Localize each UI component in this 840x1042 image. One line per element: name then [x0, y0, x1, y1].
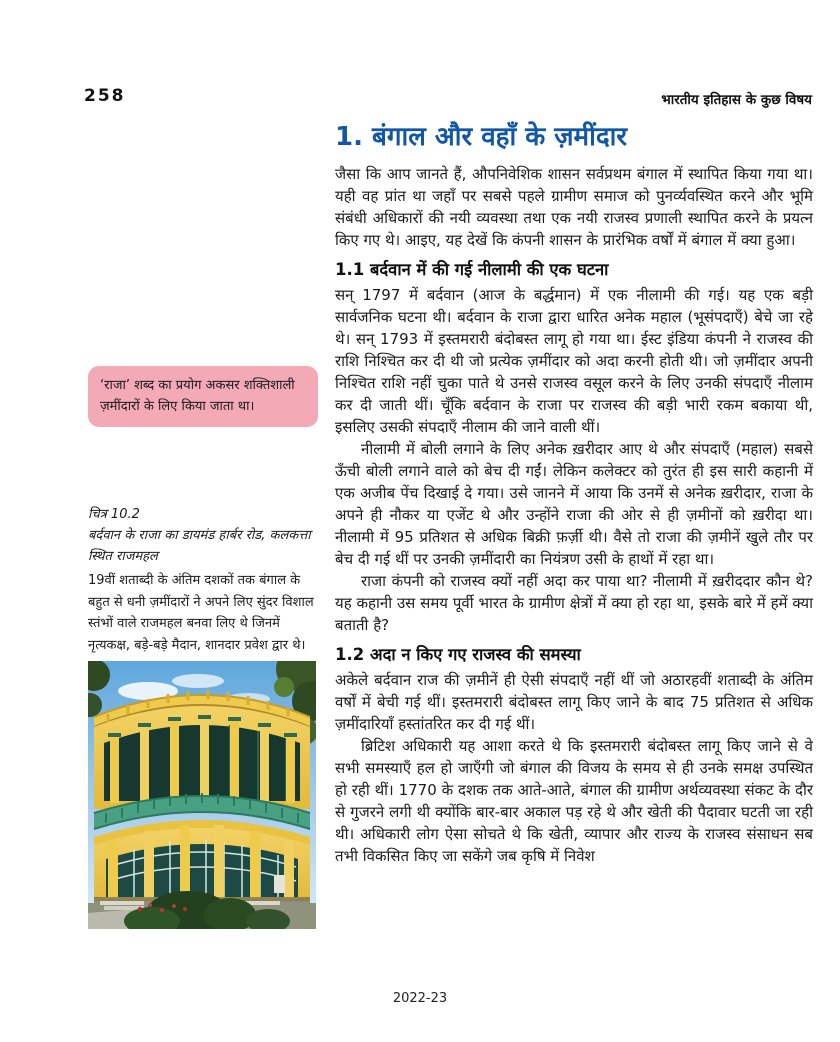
- building-facade: [94, 690, 310, 905]
- figure-caption: बर्दवान के राजा का डायमंड हार्बर रोड, कलकत्ता स्थित राजमहल: [88, 528, 311, 564]
- section-heading-1-2: 1.2 अदा न किए गए राजस्व की समस्या: [335, 645, 581, 664]
- section-heading-1-1: 1.1 बर्दवान में की गई नीलामी की एक घटना: [335, 260, 609, 279]
- figure-description: 19वीं शताब्दी के अंतिम दशकों तक बंगाल के बहुत से धनी ज़मींदारों ने अपने लिए सुंदर विशाल स्तंभों वाले राजमहल बनवा लिए थे जिनमें नृत्यकक्ष, बड़े-बड़े मैदान, शानदार प्रवेश द्वार थे।: [88, 573, 314, 653]
- running-header: भारतीय इतिहास के कुछ विषय: [661, 92, 812, 108]
- sidebar-column: [88, 366, 318, 929]
- paragraph-auction-3: राजा कंपनी को राजस्व क्यों नहीं अदा कर पाया था? नीलामी में ख़रीददार कौन थे? यह कहानी उस समय पूर्वी भारत के ग्रामीण क्षेत्रों में क्या हो रहा था, इसके बारे में हमें क्या बताती है?: [335, 572, 813, 634]
- figure-label: चित्र 10.2: [88, 507, 140, 522]
- main-text-column: [335, 120, 813, 867]
- lower-colonnade: [94, 825, 310, 901]
- margin-note-box: ‘राजा’ शब्द का प्रयोग अकसर शक्तिशाली ज़मींदारों के लिए किया जाता था।: [88, 366, 318, 427]
- footer-year: 2022-23: [392, 991, 448, 1006]
- article-heading: 1. बंगाल और वहाँ के ज़मींदार: [335, 122, 628, 152]
- page-number: 258: [84, 86, 126, 106]
- paragraph-auction-2: नीलामी में बोली लगाने के लिए अनेक ख़रीदार आए थे और संपदाएँ (महाल) सबसे ऊँची बोली लगाने वाले को बेच दी गईं। लेकिन कलेक्टर को तुरंत ही इस सारी कहानी में एक अजीब पेंच दिखाई दे गया। उसे जानने में आया कि उनमें से अनेक ख़रीदार, राजा के अपने ही नौकर या एजेंट थे और उन्होंने राजा की ओर से ही ज़मीनों को ख़रीदा था। नीलामी में 95 प्रतिशत से अधिक बिक्री फ़र्ज़ी थी। वैसे तो राजा की ज़मीनें खुले तौर पर बेच दी गई थीं पर उनकी ज़मींदारी का नियंत्रण उसी के हाथों में रहा था।: [335, 440, 813, 568]
- paragraph-auction-1: सन् 1797 में बर्दवान (आज के बर्द्धमान) में एक नीलामी की गई। यह एक बड़ी सार्वजनिक घटना थी। बर्दवान के राजा द्वारा धारित अनेक महाल (भूसंपदाएँ) बेचे जा रहे थे। सन् 1793 में इस्तमरारी बंदोबस्त लागू हो गया था। ईस्ट इंडिया कंपनी ने राजस्व की राशि निश्चित कर दी थी जो प्रत्येक ज़मींदार को अदा करनी होती थी। जो ज़मींदार अपनी निश्चित राशि नहीं चुका पाते थे उनसे राजस्व वसूल करने के लिए उनकी संपदाएँ नीलाम कर दी जाती थीं। चूँकि बर्दवान के राजा पर राजस्व की बड़ी भारी रकम बकाया थी, इसलिए उसकी संपदाएँ नीलाम की जाने वाली थीं।: [335, 286, 813, 436]
- rajmahal-photo: [88, 661, 316, 929]
- intro-paragraph: जैसा कि आप जानते हैं, औपनिवेशिक शासन सर्वप्रथम बंगाल में स्थापित किया गया था। यही वह प्रांत था जहाँ पर सबसे पहले ग्रामीण समाज को पुनर्व्यवस्थित करने और भूमि संबंधी अधिकारों की नयी व्यवस्था तथा एक नयी राजस्व प्रणाली स्थापित करने के प्रयत्न किए गए थे। आइए, यह देखें कि कंपनी शासन के प्रारंभिक वर्षों में बंगाल में क्या हुआ।: [335, 165, 813, 249]
- paragraph-revenue-1: अकेले बर्दवान राज की ज़मीनें ही ऐसी संपदाएँ नहीं थीं जो अठारहवीं शताब्दी के अंतिम वर्षों में बेची गई थीं। इस्तमरारी बंदोबस्त लागू किए जाने के बाद 75 प्रतिशत से अधिक ज़मींदारियाँ हस्तांतरित कर दी गई थीं।: [335, 671, 813, 733]
- paragraph-revenue-2: ब्रिटिश अधिकारी यह आशा करते थे कि इस्तमरारी बंदोबस्त लागू किए जाने से वे सभी समस्याएँ हल हो जाएँगी जो बंगाल की विजय के समय से ही उनके समक्ष उपस्थित हो रही थीं। 1770 के दशक तक आते-आते, बंगाल की ग्रामीण अर्थव्यवस्था संकट के दौर से गुजरने लगी थी क्योंकि बार-बार अकाल पड़ रहे थे और खेती की पैदावार घटती जा रही थी। अधिकारी लोग ऐसा सोचते थे कि खेती, व्यापार और राज्य के राजस्व संसाधन सब तभी विकसित किए जा सकेंगे जब कृषि में निवेश: [335, 737, 813, 865]
